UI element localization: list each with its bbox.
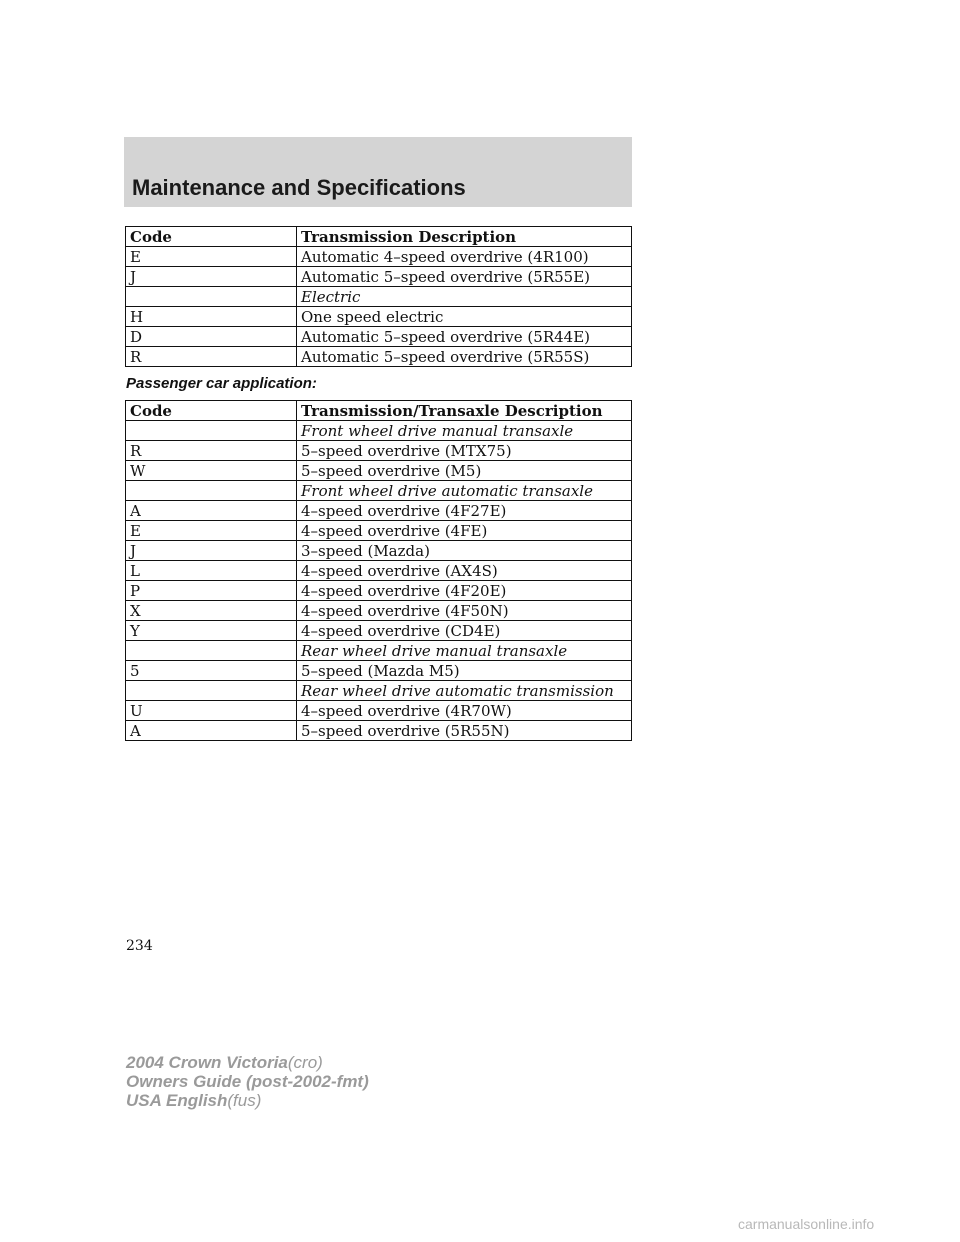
description-cell: Automatic 4–speed overdrive (4R100) [297,247,632,267]
table-group-row [126,641,632,661]
footer-line-3 [126,1091,369,1110]
code-cell [126,681,297,701]
table-group-row [126,287,632,307]
table-row [126,267,632,287]
document-footer [126,1053,369,1110]
footer-model-code: (cro) [287,1053,323,1072]
code-cell: D [126,327,297,347]
description-cell: 4–speed overdrive (4F50N) [297,601,632,621]
description-cell: 4–speed overdrive (4F27E) [297,501,632,521]
code-cell: 5 [126,661,297,681]
page-title: Maintenance and Specifications [132,175,466,200]
description-cell: Automatic 5–speed overdrive (5R55S) [297,347,632,367]
table-row [126,661,632,681]
table-row [126,461,632,481]
code-cell: H [126,307,297,327]
table-row [126,601,632,621]
description-cell: 3–speed (Mazda) [297,541,632,561]
code-cell: J [126,541,297,561]
passenger-car-transmission-table [125,400,632,741]
table-row [126,581,632,601]
table-row [126,701,632,721]
description-cell: 5–speed overdrive (MTX75) [297,441,632,461]
footer-model: 2004 Crown Victoria [126,1053,288,1072]
column-header-code: Code [126,227,297,247]
table-row [126,621,632,641]
code-cell: J [126,267,297,287]
group-label-cell: Front wheel drive automatic transaxle [297,481,632,501]
table-row [126,441,632,461]
footer-language-code: (fus) [227,1091,262,1110]
table-row [126,501,632,521]
description-cell: 5–speed (Mazda M5) [297,661,632,681]
description-cell: 4–speed overdrive (4FE) [297,521,632,541]
table-row [126,561,632,581]
table-group-row [126,681,632,701]
table-row [126,721,632,741]
code-cell: R [126,441,297,461]
code-cell [126,481,297,501]
column-header-code: Code [126,401,297,421]
code-cell [126,421,297,441]
description-cell: 4–speed overdrive (AX4S) [297,561,632,581]
description-cell: 4–speed overdrive (CD4E) [297,621,632,641]
column-header-description: Transmission Description [297,227,632,247]
description-cell: Automatic 5–speed overdrive (5R44E) [297,327,632,347]
table-row [126,521,632,541]
code-cell: L [126,561,297,581]
code-cell: A [126,501,297,521]
page-number: 234 [126,938,153,954]
code-cell: R [126,347,297,367]
code-cell: W [126,461,297,481]
table-header-row [126,401,632,421]
table-row [126,347,632,367]
code-cell: E [126,247,297,267]
table-group-row [126,481,632,501]
table-row [126,307,632,327]
footer-line-2: Owners Guide (post-2002-fmt) [126,1072,369,1091]
code-cell: X [126,601,297,621]
column-header-description: Transmission/Transaxle Description [297,401,632,421]
group-label-cell: Front wheel drive manual transaxle [297,421,632,441]
table-row [126,541,632,561]
code-cell: E [126,521,297,541]
transmission-code-table [125,226,632,367]
description-cell: One speed electric [297,307,632,327]
code-cell: U [126,701,297,721]
code-cell: P [126,581,297,601]
group-label-cell: Electric [297,287,632,307]
code-cell: Y [126,621,297,641]
code-cell: A [126,721,297,741]
description-cell: Automatic 5–speed overdrive (5R55E) [297,267,632,287]
footer-language: USA English [126,1091,228,1110]
table-row [126,247,632,267]
table-row [126,327,632,347]
group-label-cell: Rear wheel drive automatic transmission [297,681,632,701]
table-header-row [126,227,632,247]
group-label-cell: Rear wheel drive manual transaxle [297,641,632,661]
section-caption: Passenger car application: [126,375,317,392]
footer-line-1 [126,1053,369,1072]
description-cell: 5–speed overdrive (5R55N) [297,721,632,741]
description-cell: 4–speed overdrive (4F20E) [297,581,632,601]
code-cell [126,641,297,661]
code-cell [126,287,297,307]
table-group-row [126,421,632,441]
watermark: carmanualsonline.info [738,1216,875,1232]
description-cell: 4–speed overdrive (4R70W) [297,701,632,721]
description-cell: 5–speed overdrive (M5) [297,461,632,481]
